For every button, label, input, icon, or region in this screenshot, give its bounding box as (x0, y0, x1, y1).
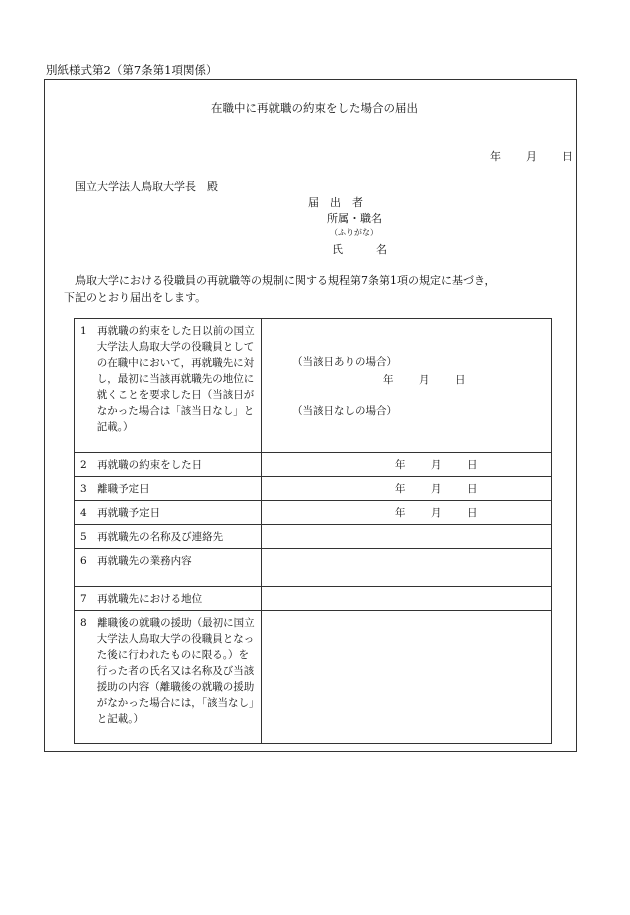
row-label-cell (75, 477, 262, 501)
notifier-furigana: （ふりがな） (330, 228, 378, 237)
row-label-cell (75, 549, 262, 587)
row-label: 3 離職予定日 (80, 483, 150, 495)
date-day: 日 (455, 374, 466, 386)
row-label: 7 再就職先における地位 (80, 593, 203, 605)
addressee: 国立大学法人鳥取大学長 殿 (75, 180, 218, 193)
row-value-cell[interactable] (262, 549, 552, 587)
row-value-cell[interactable] (262, 319, 552, 453)
table-row (75, 501, 552, 525)
intro-line-1: 鳥取大学における役職員の再就職等の規制に関する規程第7条第1項の規定に基づき， (75, 274, 496, 287)
date-day: 日 (467, 507, 478, 519)
date-month: 月 (526, 150, 537, 163)
date-month: 月 (431, 507, 442, 519)
date-month: 月 (431, 459, 442, 471)
row-value-cell[interactable] (262, 501, 552, 525)
case-no-label: （当該日なしの場合） (292, 405, 397, 417)
notifier-heading: 届 出 者 (308, 196, 363, 209)
form-table (74, 318, 552, 744)
row-label: 1 再就職の約束をした日以前の国立大学法人鳥取大学の役職員としての在職中において，再就職先に対し，最初に当該再就職先の地位に就くことを要求した日（当該日がなかった場合は「該当日なし」と記載。） (80, 325, 255, 433)
notifier-name: 氏 名 (332, 243, 387, 256)
row-label: 5 再就職先の名称及び連絡先 (80, 531, 224, 543)
row-value-cell[interactable] (262, 453, 552, 477)
table-row (75, 611, 552, 744)
row-label: 4 再就職予定日 (80, 507, 161, 519)
date-year: 年 (383, 374, 394, 386)
row-label-cell (75, 453, 262, 477)
date-day: 日 (467, 483, 478, 495)
date-month: 月 (431, 483, 442, 495)
date-year: 年 (395, 459, 406, 471)
row-label: 6 再就職先の業務内容 (80, 555, 192, 567)
row-label: 2 再就職の約束をした日 (80, 459, 203, 471)
row-value-cell[interactable] (262, 477, 552, 501)
table-row (75, 525, 552, 549)
date-day: 日 (467, 459, 478, 471)
table-row (75, 453, 552, 477)
intro-line-2: 下記のとおり届出をします。 (64, 291, 207, 304)
date-month: 月 (419, 374, 430, 386)
row-label-cell (75, 501, 262, 525)
row-value-cell[interactable] (262, 587, 552, 611)
row-value-cell[interactable] (262, 611, 552, 744)
table-row (75, 319, 552, 453)
date-year: 年 (395, 483, 406, 495)
row-label: 8 離職後の就職の援助（最初に国立大学法人鳥取大学の役職員となった後に行われたものに限る。）を行った者の氏名又は名称及び当該援助の内容（離職後の就職の援助がなかった場合には，「該当なし」と記載。） (80, 617, 255, 725)
date-day: 日 (562, 150, 573, 163)
row-label-cell (75, 319, 262, 453)
row-label-cell (75, 611, 262, 744)
row-label-cell (75, 525, 262, 549)
case-yes-label: （当該日ありの場合） (292, 356, 397, 368)
row-label-cell (75, 587, 262, 611)
table-row (75, 477, 552, 501)
table-row (75, 549, 552, 587)
date-year: 年 (490, 150, 501, 163)
form-title: 在職中に再就職の約束をした場合の届出 (211, 101, 418, 115)
form-id: 別紙様式第2（第7条第1項関係） (46, 63, 218, 77)
notifier-affiliation: 所属・職名 (327, 212, 382, 225)
row-value-cell[interactable] (262, 525, 552, 549)
date-year: 年 (395, 507, 406, 519)
table-row (75, 587, 552, 611)
